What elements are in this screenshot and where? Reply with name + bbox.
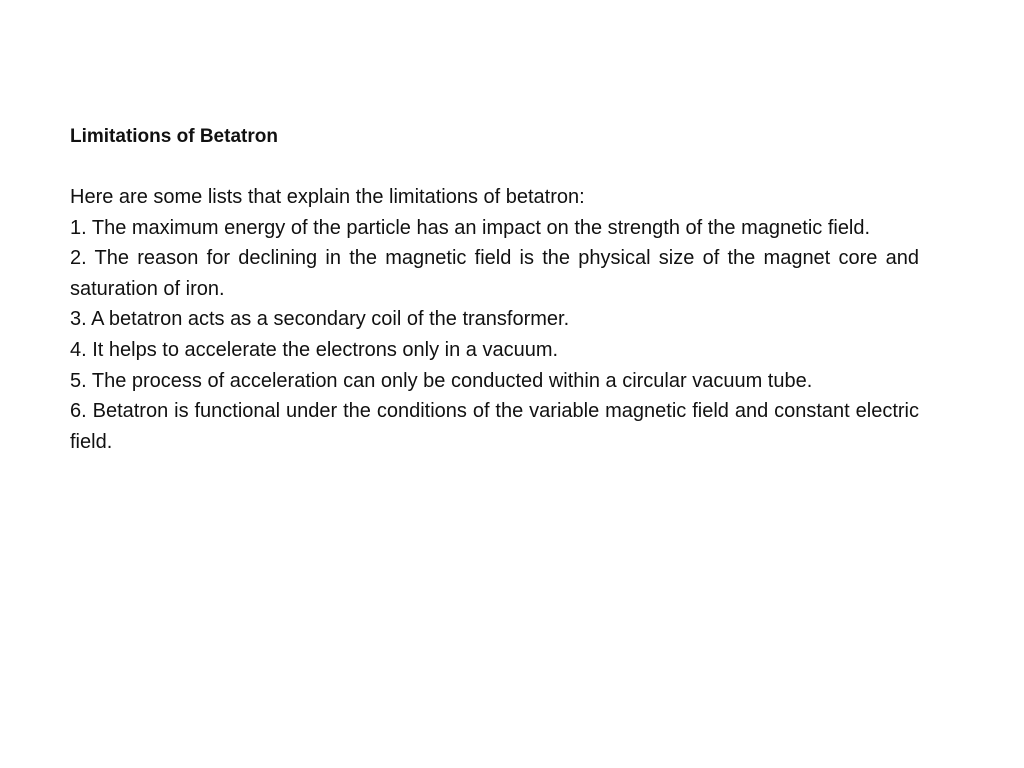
- slide-content: [70, 122, 919, 457]
- list-item-6: 6. Betatron is functional under the conditions of the variable magnetic field and constant electric field.: [70, 400, 919, 453]
- list-item-4: 4. It helps to accelerate the electrons only in a vacuum.: [70, 338, 559, 361]
- list-item-5: 5. The process of acceleration can only be conducted within a circular vacuum tube.: [70, 369, 813, 392]
- list-item-1: 1. The maximum energy of the particle has an impact on the strength of the magnetic field.: [70, 216, 871, 239]
- list-item-2: 2. The reason for declining in the magnetic field is the physical size of the magnet core and saturation of iron.: [70, 247, 919, 300]
- slide-title: Limitations of Betatron: [70, 126, 278, 147]
- list-item-3: 3. A betatron acts as a secondary coil of the transformer.: [70, 308, 570, 331]
- intro-text: Here are some lists that explain the limitations of betatron:: [70, 186, 585, 208]
